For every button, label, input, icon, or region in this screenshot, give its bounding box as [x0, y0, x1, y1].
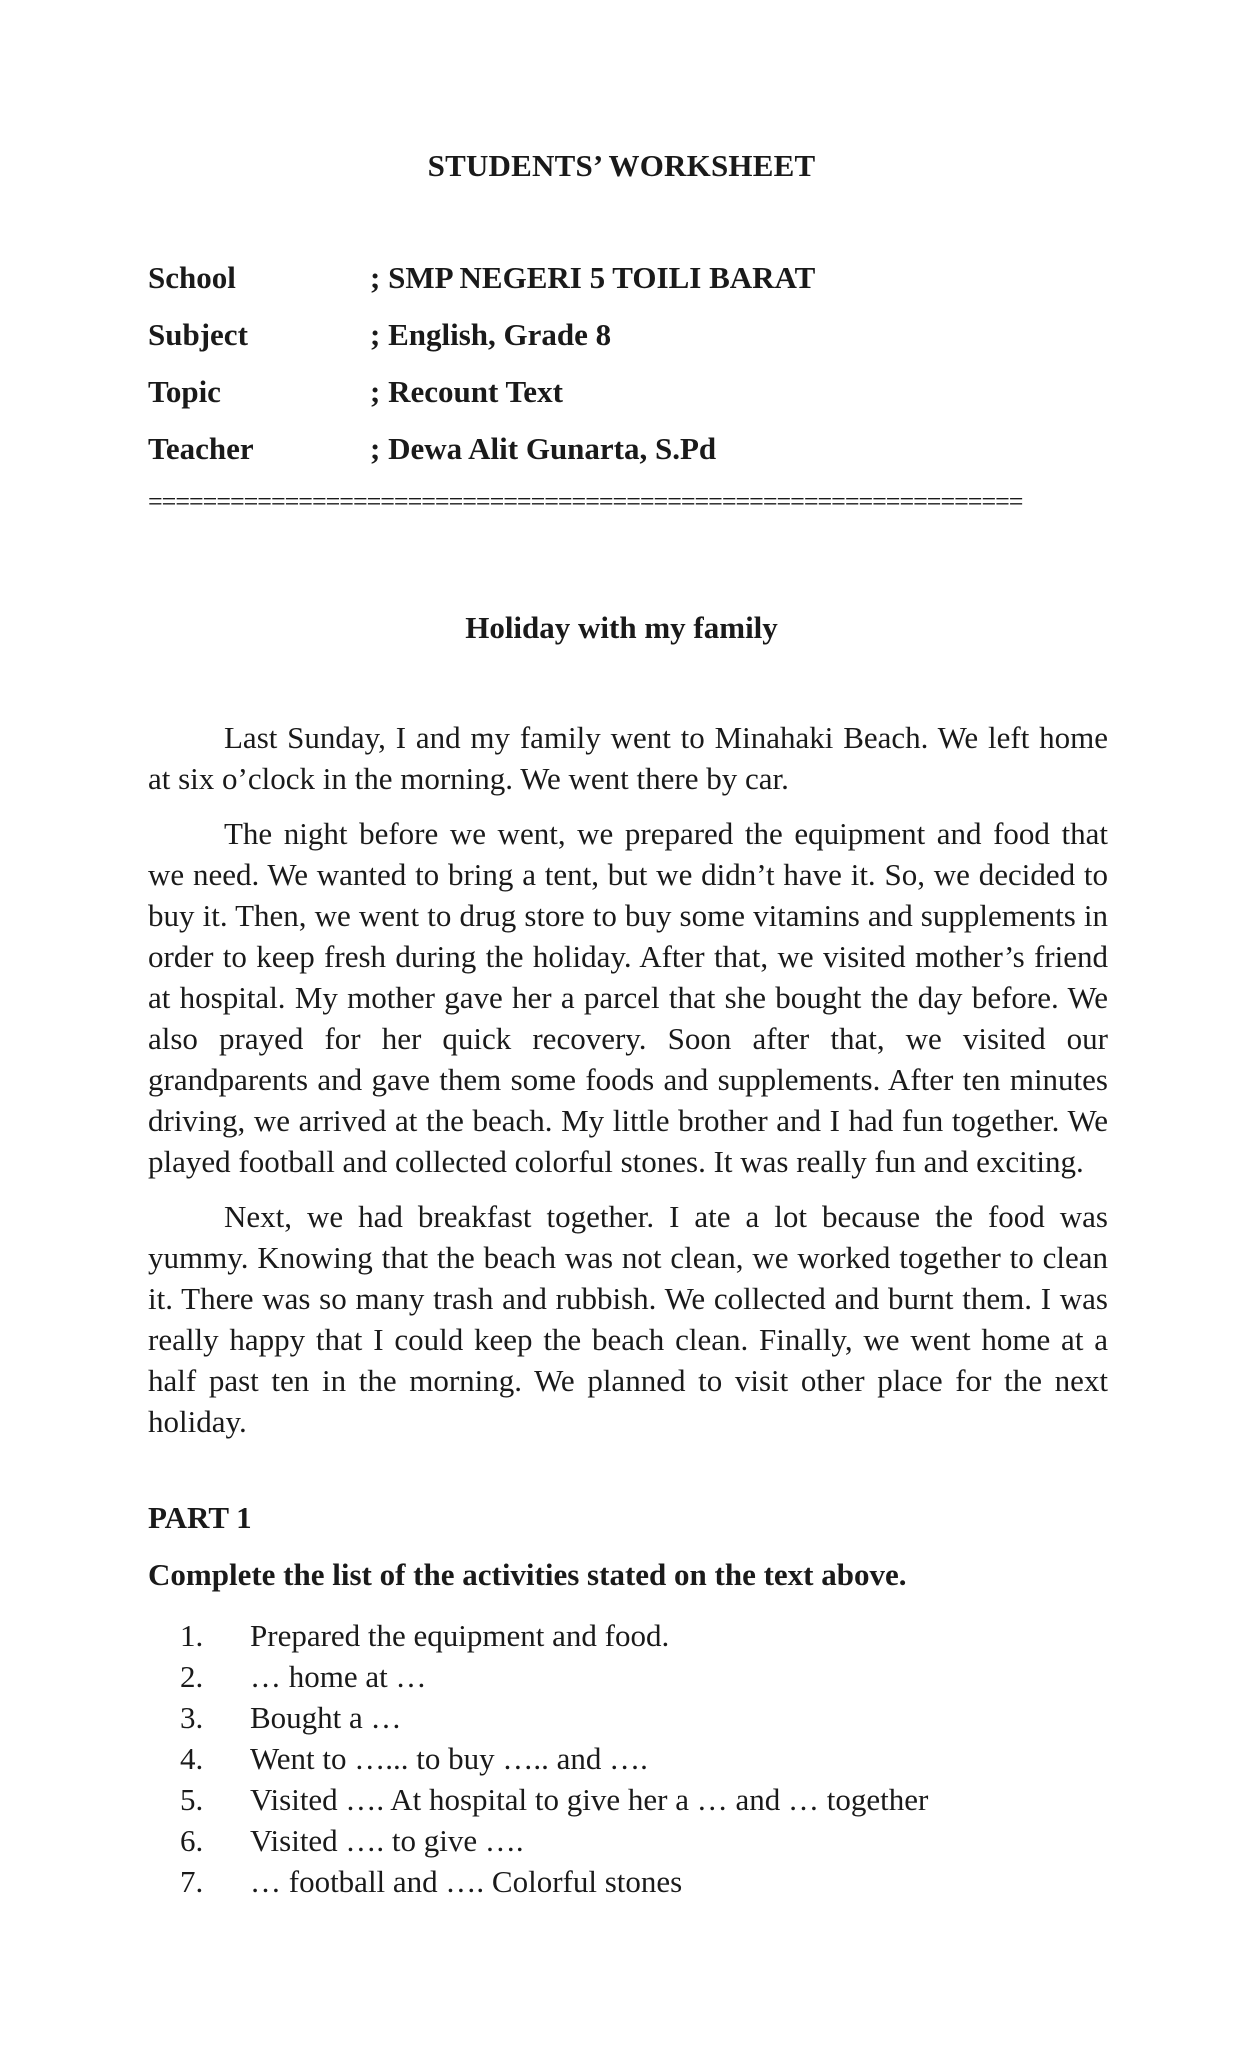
page-title: STUDENTS’ WORKSHEET	[427, 148, 816, 183]
list-number: 2.	[180, 1659, 204, 1694]
list-number: 7.	[180, 1864, 204, 1899]
story-paragraph: Next, we had breakfast together. I ate a lot because the food was yummy. Knowing that the beach was not clean, we worked together to clean it. There was so many trash and rubbish. We collected and burnt them. I was really happy that I could keep the beach clean. Finally, we went home at a half past ten in the morning. We planned to visit other place for the next holiday.	[148, 1199, 1108, 1439]
list-text: Bought a …	[250, 1700, 402, 1735]
part-instruction: Complete the list of the activities stated on the text above.	[148, 1557, 907, 1592]
info-row-teacher	[148, 431, 1108, 488]
list-text: … football and …. Colorful stones	[250, 1864, 683, 1899]
separator-line: ================================================================	[148, 492, 1023, 512]
list-item	[180, 1615, 1080, 1656]
list-text: … home at …	[250, 1659, 427, 1694]
info-value: ; Dewa Alit Gunarta, S.Pd	[370, 431, 717, 466]
list-number: 6.	[180, 1823, 204, 1858]
story-paragraph: The night before we went, we prepared the equipment and food that we need. We wanted to bring a tent, but we didn’t have it. So, we decided to buy it. Then, we went to drug store to buy some vitamins and supplements in order to keep fresh during the holiday. After that, we visited mother’s friend at hospital. My mother gave her a parcel that she bought the day before. We also prayed for her quick recovery. Soon after that, we visited our grandparents and gave them some foods and supplements. After ten minutes driving, we arrived at the beach. My little brother and I had fun together. We played football and collected colorful stones. It was really fun and exciting.	[148, 816, 1108, 1179]
list-item	[180, 1861, 1080, 1902]
info-label: Subject	[148, 317, 248, 352]
list-number: 5.	[180, 1782, 204, 1817]
info-label: School	[148, 260, 236, 295]
list-number: 4.	[180, 1741, 204, 1776]
info-value: ; English, Grade 8	[370, 317, 612, 352]
info-row-topic	[148, 374, 1108, 431]
list-number: 3.	[180, 1700, 204, 1735]
activity-list	[180, 1615, 1080, 1902]
info-row-school	[148, 260, 1108, 317]
list-text: Went to …... to buy ….. and ….	[250, 1741, 648, 1776]
part-heading: PART 1	[148, 1500, 252, 1535]
info-label: Topic	[148, 374, 221, 409]
list-item	[180, 1656, 1080, 1697]
info-value: ; SMP NEGERI 5 TOILI BARAT	[370, 260, 816, 295]
list-item	[180, 1697, 1080, 1738]
list-text: Visited …. At hospital to give her a … and … together	[250, 1782, 929, 1817]
story-paragraph: Last Sunday, I and my family went to Minahaki Beach. We left home at six o’clock in the morning. We went there by car.	[148, 720, 1108, 796]
list-text: Visited …. to give ….	[250, 1823, 524, 1858]
info-block	[148, 260, 1108, 488]
list-item	[180, 1779, 1080, 1820]
list-number: 1.	[180, 1618, 204, 1653]
info-row-subject	[148, 317, 1108, 374]
list-text: Prepared the equipment and food.	[250, 1618, 670, 1653]
info-value: ; Recount Text	[370, 374, 563, 409]
list-item	[180, 1738, 1080, 1779]
list-item	[180, 1820, 1080, 1861]
story-title: Holiday with my family	[465, 610, 778, 645]
info-label: Teacher	[148, 431, 254, 466]
story-text	[148, 717, 1108, 1456]
